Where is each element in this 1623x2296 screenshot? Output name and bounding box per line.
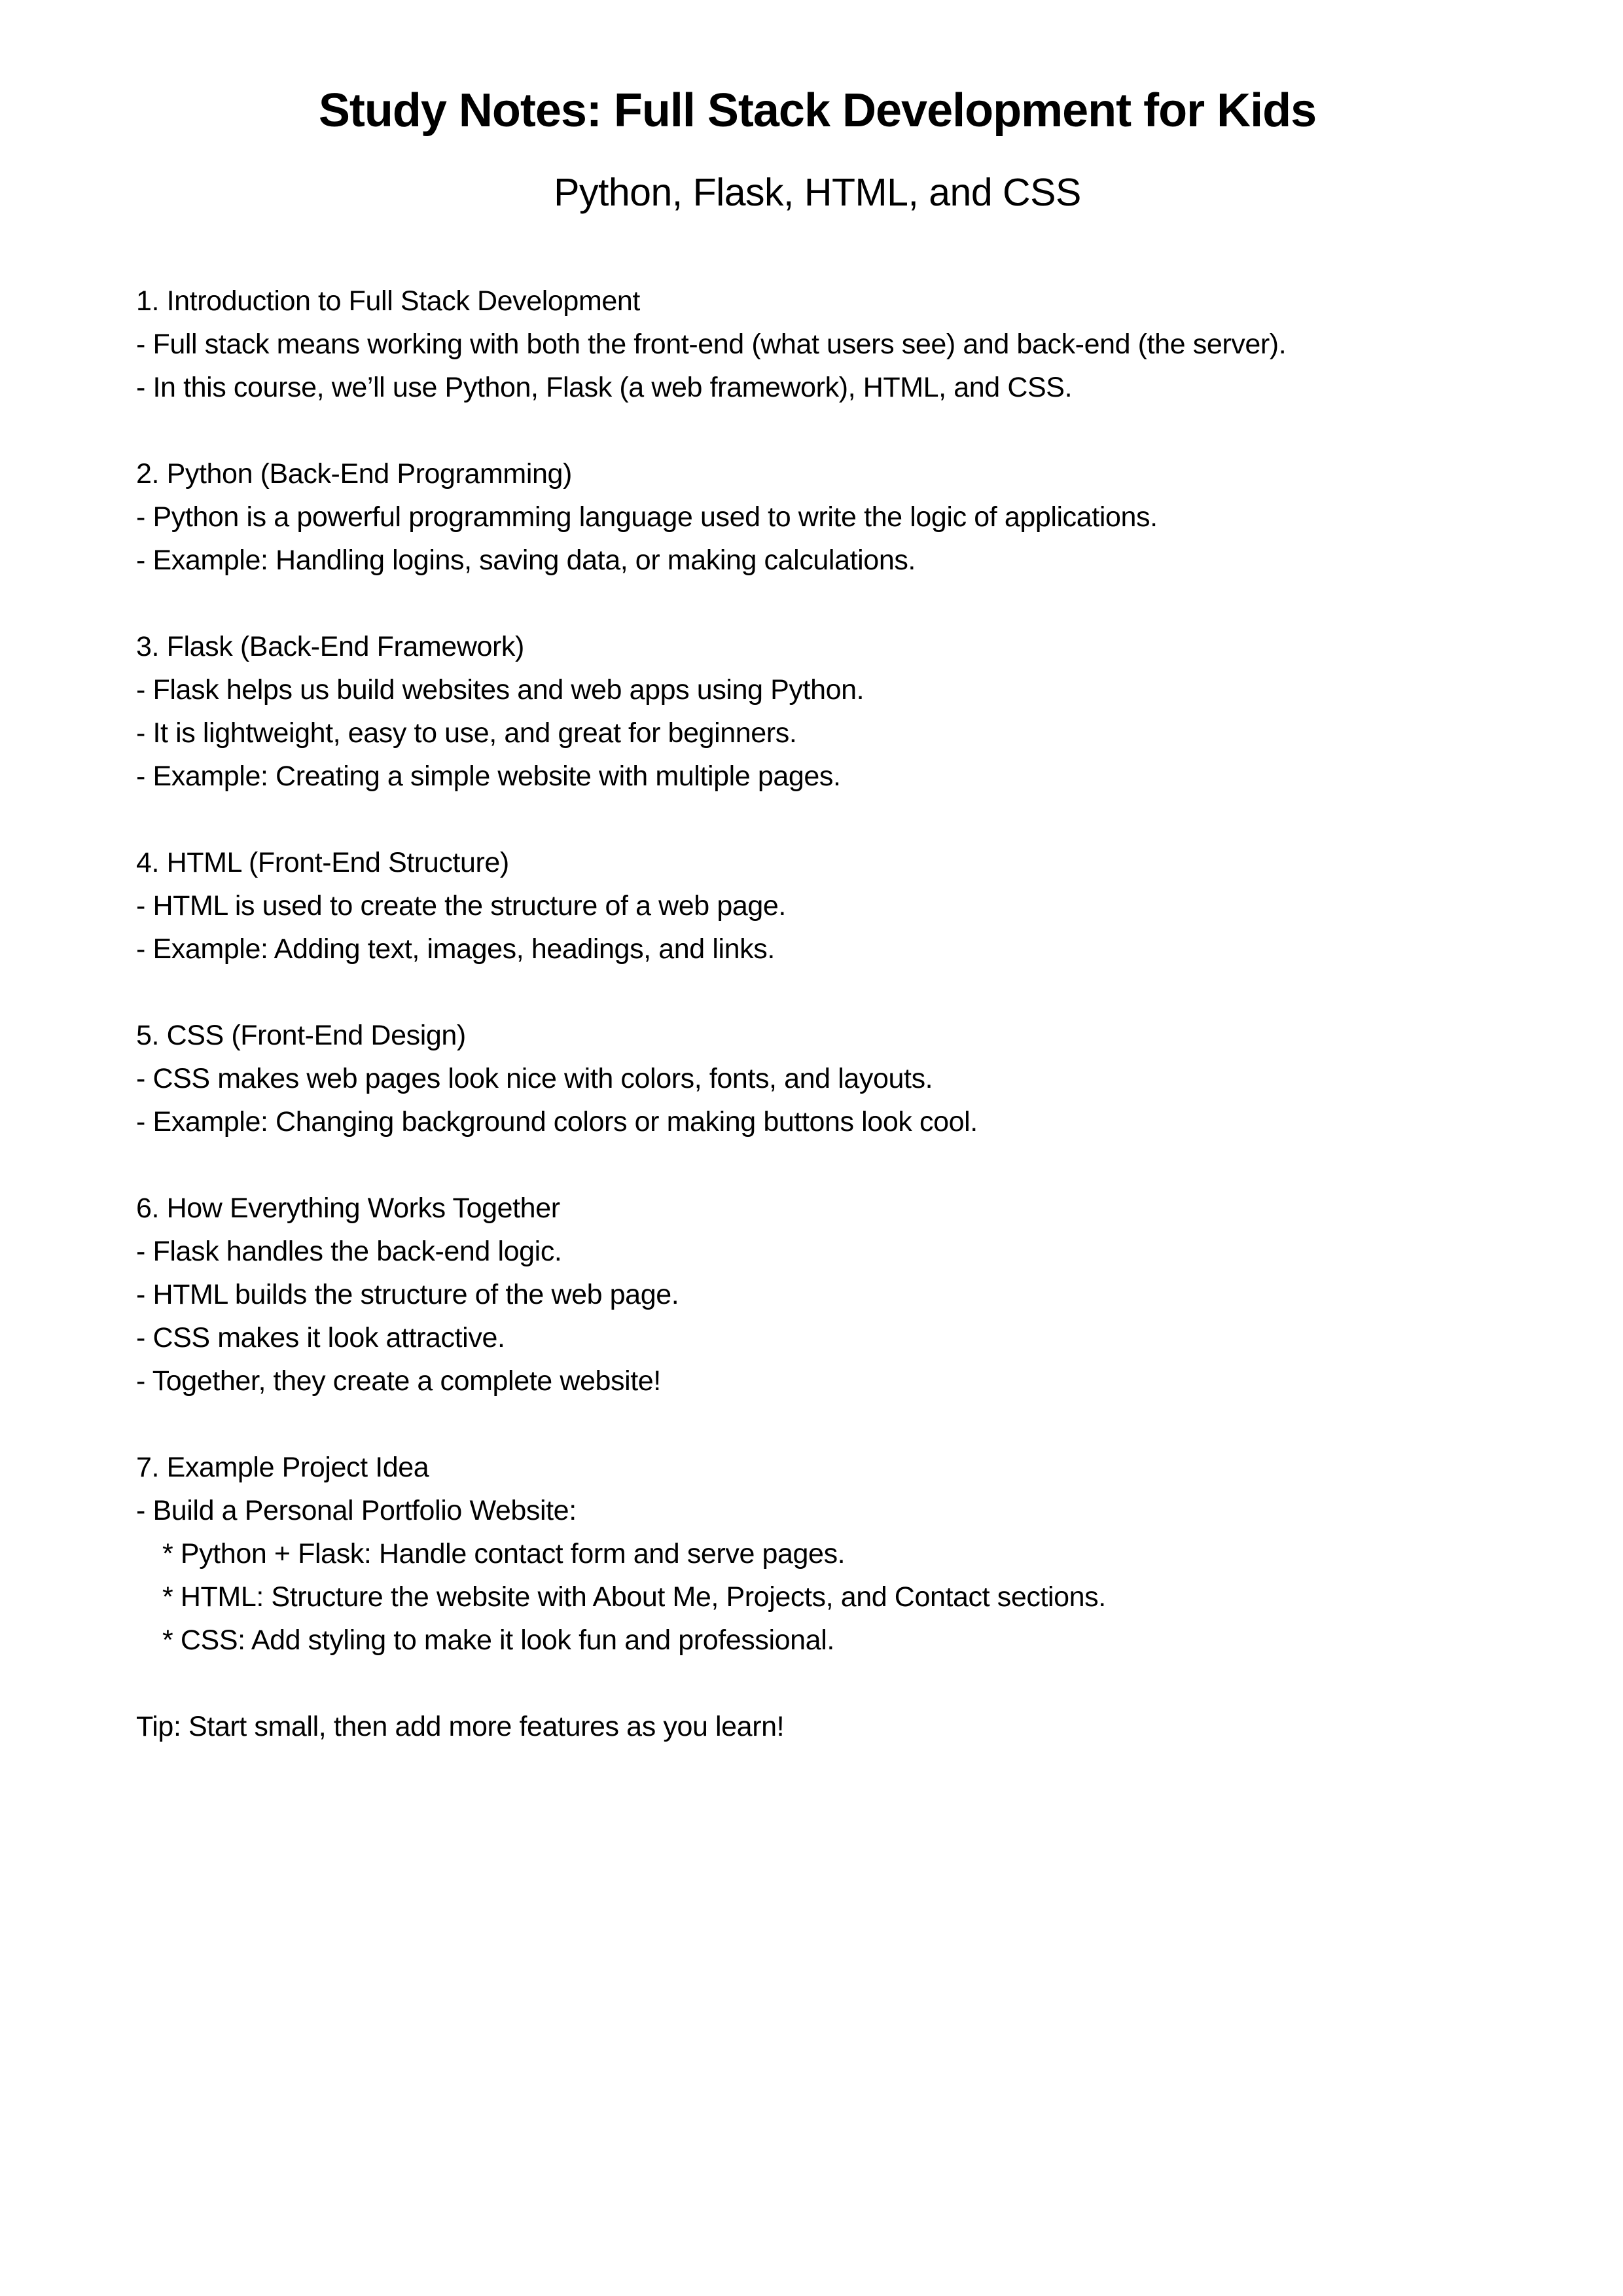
note-line: - CSS makes it look attractive. [136, 1321, 505, 1354]
section-python [136, 452, 1499, 582]
section-heading: 5. CSS (Front-End Design) [136, 1019, 466, 1051]
section-how-it-works [136, 1187, 1499, 1403]
section-project-idea [136, 1446, 1499, 1662]
page-subtitle: Python, Flask, HTML, and CSS [554, 170, 1081, 214]
note-line: - CSS makes web pages look nice with colors, fonts, and layouts. [136, 1062, 933, 1094]
note-line: - Example: Creating a simple website with multiple pages. [136, 760, 841, 792]
note-line: - It is lightweight, easy to use, and great for beginners. [136, 717, 797, 749]
note-line: - Example: Adding text, images, headings, and links. [136, 933, 775, 965]
notes-body [136, 279, 1499, 1748]
note-line: - Flask helps us build websites and web apps using Python. [136, 673, 865, 706]
note-subline: * CSS: Add styling to make it look fun and professional. [162, 1624, 834, 1656]
note-line: - Build a Personal Portfolio Website: [136, 1494, 577, 1526]
note-line: - HTML is used to create the structure of a web page. [136, 889, 786, 922]
section-flask [136, 625, 1499, 798]
section-heading: 1. Introduction to Full Stack Development [136, 285, 640, 317]
section-heading: 6. How Everything Works Together [136, 1192, 560, 1224]
section-heading: 4. HTML (Front-End Structure) [136, 846, 509, 878]
section-css [136, 1014, 1499, 1143]
note-subline: * HTML: Structure the website with About Me, Projects, and Contact sections. [162, 1581, 1106, 1613]
page-title: Study Notes: Full Stack Development for Kids [318, 84, 1317, 137]
note-line: - Example: Handling logins, saving data, or making calculations. [136, 544, 916, 576]
section-introduction [136, 279, 1499, 409]
section-html [136, 841, 1499, 971]
note-line: - Full stack means working with both the front-end (what users see) and back-end (the server). [136, 328, 1287, 360]
note-line: - In this course, we’ll use Python, Flask (a web framework), HTML, and CSS. [136, 371, 1073, 403]
note-line: - Python is a powerful programming language used to write the logic of applications. [136, 501, 1158, 533]
section-heading: 7. Example Project Idea [136, 1451, 429, 1483]
note-subline: * Python + Flask: Handle contact form and serve pages. [162, 1537, 846, 1570]
note-line: - Together, they create a complete website! [136, 1365, 661, 1397]
tip-line: Tip: Start small, then add more features as you learn! [136, 1710, 785, 1742]
note-line: - Flask handles the back-end logic. [136, 1235, 562, 1267]
section-heading: 2. Python (Back-End Programming) [136, 457, 572, 490]
section-heading: 3. Flask (Back-End Framework) [136, 630, 524, 662]
tip-block [136, 1705, 1499, 1748]
note-line: - Example: Changing background colors or making buttons look cool. [136, 1105, 978, 1138]
note-line: - HTML builds the structure of the web page. [136, 1278, 679, 1310]
